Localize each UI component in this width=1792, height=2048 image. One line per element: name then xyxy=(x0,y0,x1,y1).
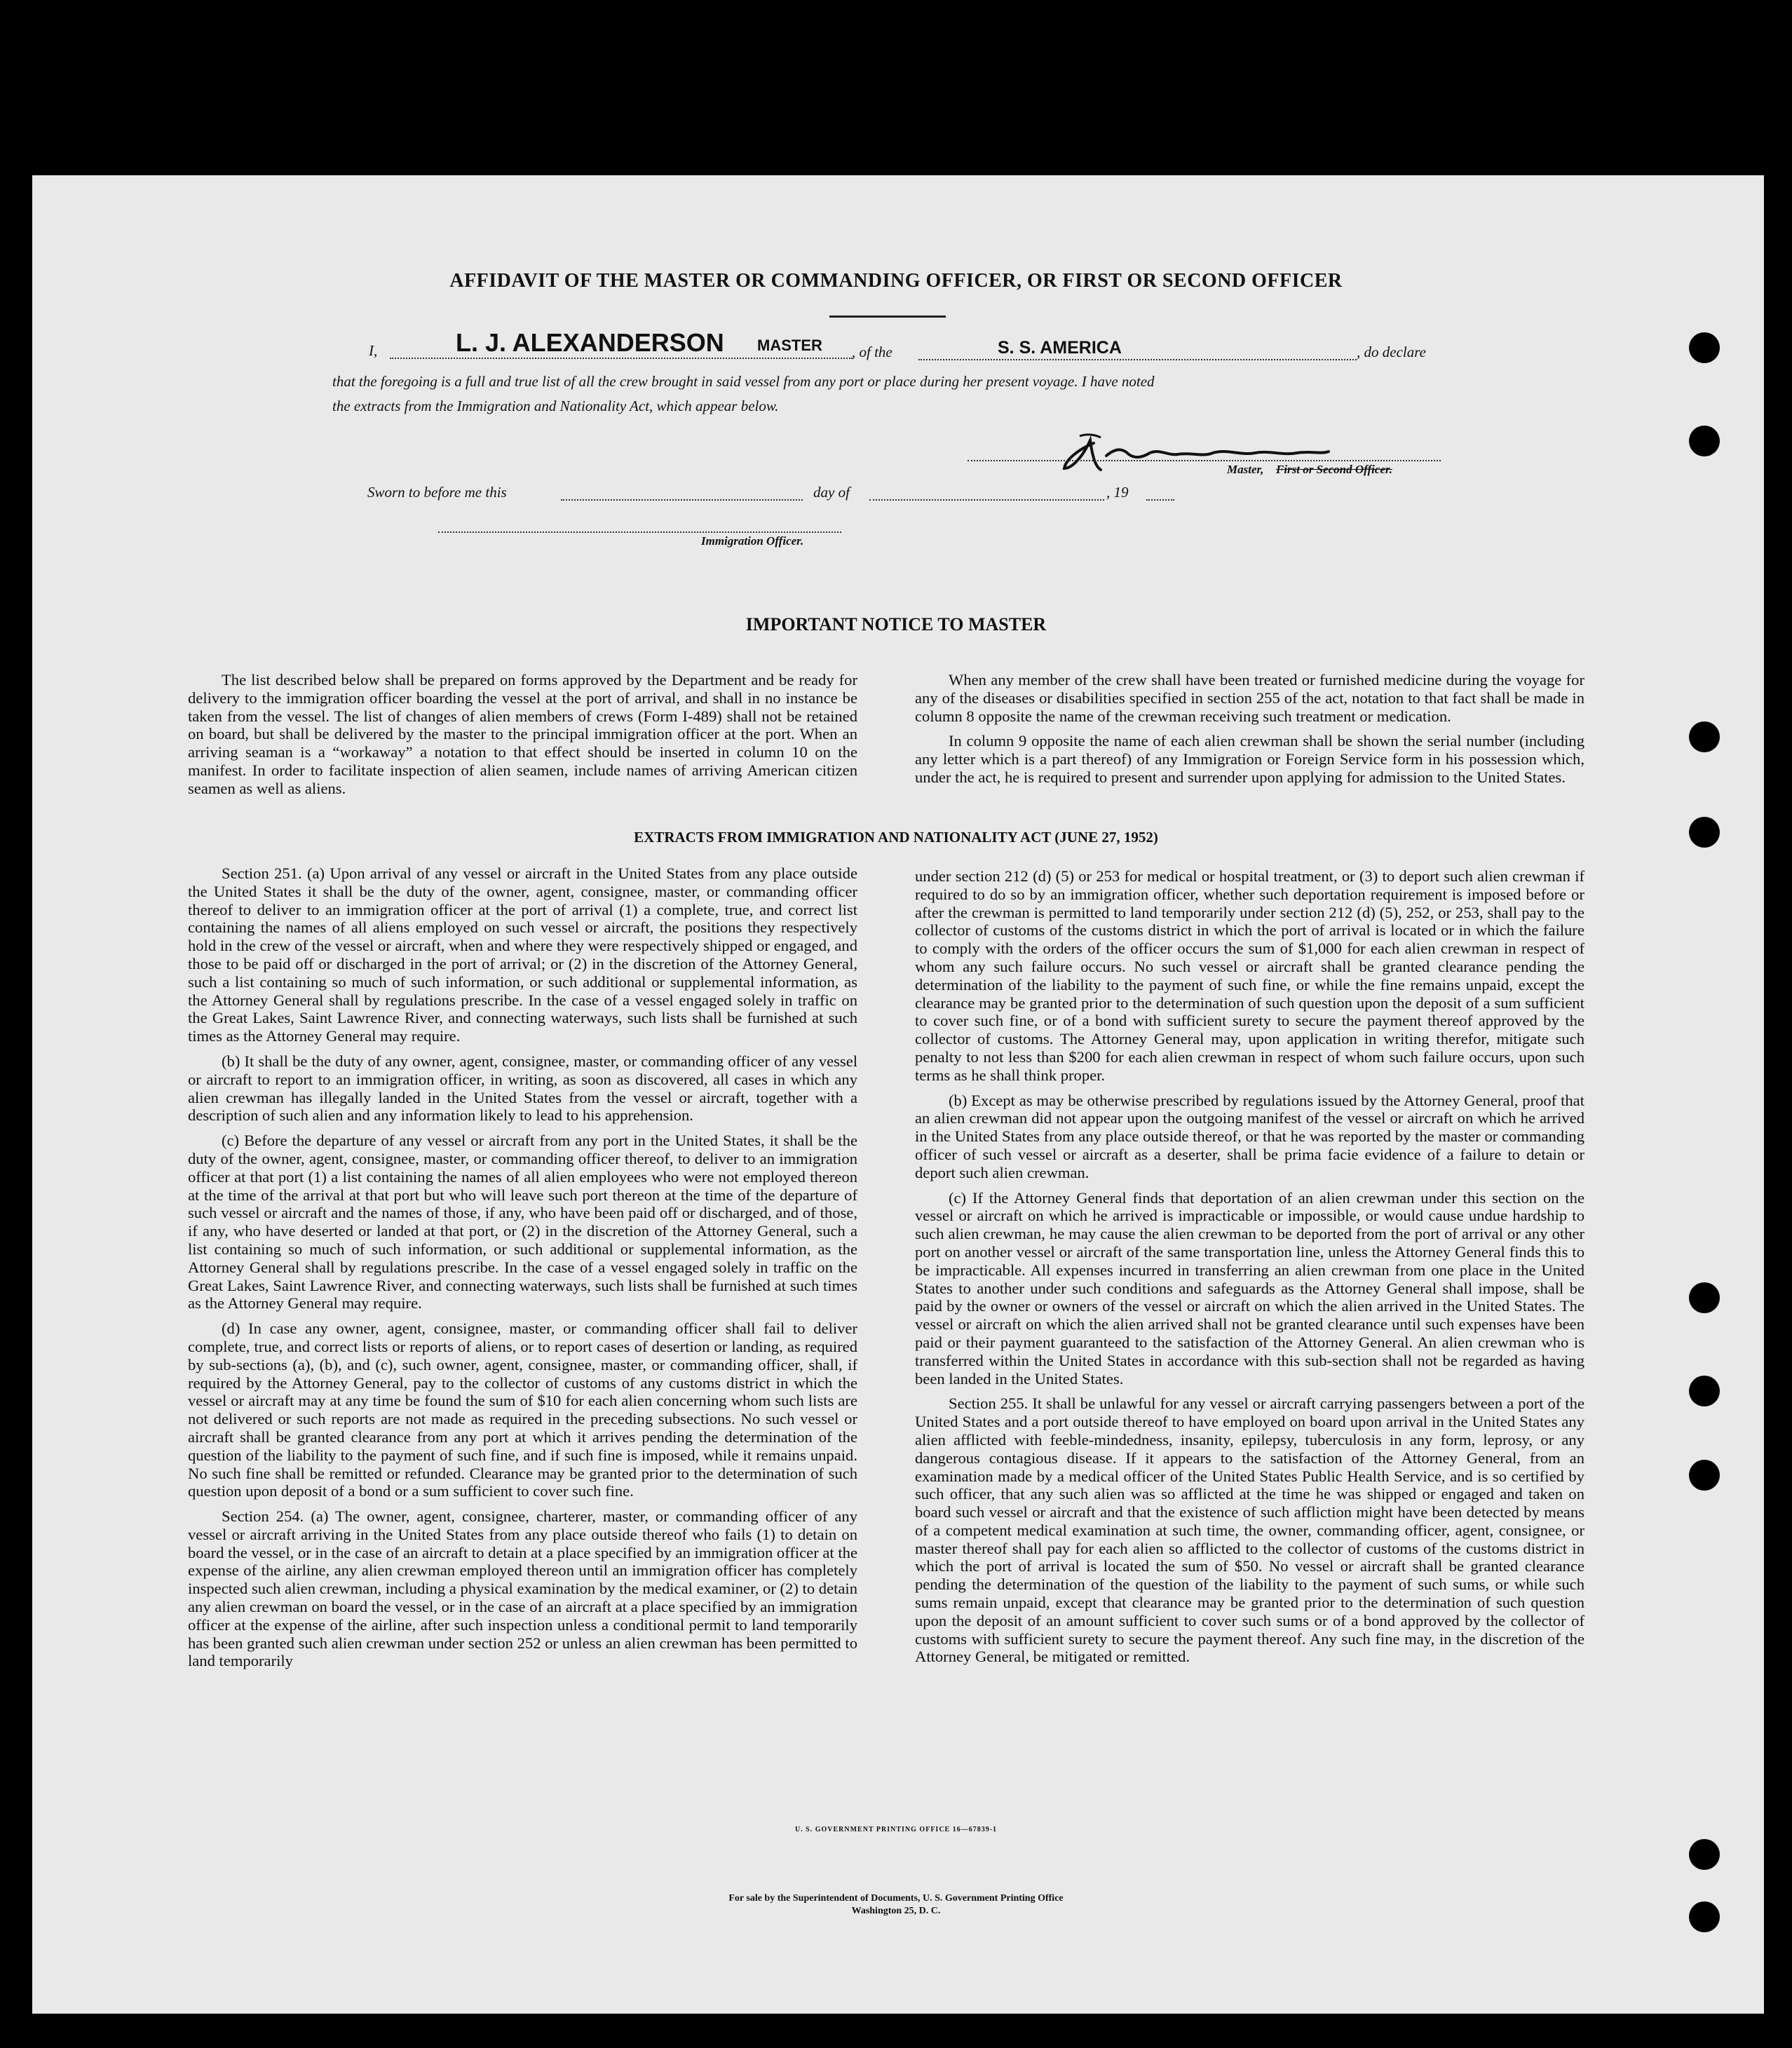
statute-paragraph: Section 251. (a) Upon arrival of any vessel or aircraft in the United States from any place outside the United States it shall be the duty of the owner, agent, consignee, master, or commanding officer thereof to deliver to an immigration officer at the port of arrival (1) a complete, true, and correct list containing the names of all aliens employed on such vessel or aircraft, the positions they respectively hold in the crew of the vessel or aircraft, when and where they were respectively shipped or engaged, and those to be paid off or discharged in the port of arrival; or (2) in the discretion of the Attorney General, such a list containing so much of such information, or such additional or supplemental information, as the Attorney General shall by regulations prescribe. In the case of a vessel engaged solely in traffic on the Great Lakes, Saint Lawrence River, and connecting waterways, such lists shall be furnished at such times as the Attorney General may require. xyxy=(188,864,857,1045)
struck-officer-caption: First or Second Officer. xyxy=(1276,463,1392,476)
vessel-name-field: S. S. AMERICA xyxy=(998,338,1122,358)
master-name-field: L. J. ALEXANDERSON xyxy=(456,328,724,357)
binder-hole xyxy=(1689,721,1720,752)
declaration-line-2: that the foregoing is a full and true list of all the crew brought in said vessel from any port or place during her present voyage. I have noted xyxy=(332,373,1155,390)
extracts-left-column xyxy=(188,864,857,1670)
immigration-officer-caption: Immigration Officer. xyxy=(701,534,804,548)
day-of-label: day of xyxy=(813,484,850,501)
statute-paragraph: Section 255. It shall be unlawful for any vessel or aircraft carrying passengers between a port of the United States and a port outside thereof to have employed on board upon arrival in the United States any alien afflicted with feeble-mindedness, insanity, epilepsy, tuberculosis in any form, leprosy, or any dangerous contagious disease. If it appears to the satisfaction of the Attorney General, from an examination made by a medical officer of the United States Public Health Service, and is so certified by such officer, that any such alien was so afflicted at the time he was shipped or engaged and taken on board such vessel or aircraft and that the existence of such affliction might have been detected by means of a competent medical examination at such time, the owner, commanding officer, agent, consignee, or master thereof shall pay for each alien so afflicted to the collector of customs of the customs district in which the port of arrival is located the sum of $50. No vessel or aircraft shall be granted clearance pending the determination of the question of the liability to the payment of such sums, or while such sums remain unpaid, except that clearance may be granted prior to the determination of such question upon the deposit of an amount sufficient to cover such sums or of a bond approved by the collector of customs with sufficient surety to secure the payment thereof. Any such fine may, in the discretion of the Attorney General, be mitigated or remitted. xyxy=(915,1395,1584,1666)
binder-hole xyxy=(1689,1282,1720,1313)
signature-line xyxy=(968,460,1441,461)
title-rule xyxy=(829,316,946,318)
year-line xyxy=(1146,499,1174,501)
binder-hole xyxy=(1689,1376,1720,1406)
binder-hole xyxy=(1689,332,1720,363)
statute-paragraph: (c) Before the departure of any vessel or aircraft from any port in the United States, it shall be the duty of the owner, agent, consignee, master, or commanding officer thereof, to deliver to an immigration officer at that port (1) a list containing the names of all alien employees who were not employed thereon at the time of the arrival at that port but who will leave such port thereon at the time of the departure of such vessel or aircraft and the names of those, if any, who have been paid off or discharged, and of those, if any, who have deserted or landed at that port, or (2) in the discretion of the Attorney General, such a list containing so much of such information, or such additional or supplemental information, as the Attorney General shall by regulations prescribe. In the case of a vessel engaged solely in traffic on the Great Lakes, Saint Lawrence River, and connecting waterways, such lists shall be furnished at such times as the Attorney General may require. xyxy=(188,1132,857,1313)
binder-hole xyxy=(1689,1839,1720,1870)
notice-paragraph: In column 9 opposite the name of each alien crewman shall be shown the serial number (including any letter which is a part thereof) of any Immigration or Foreign Service form in his possession which, under the act, he is required to present and surrender upon applying for admission to the United States. xyxy=(915,732,1584,786)
do-declare-label: , do declare xyxy=(1357,344,1426,360)
immigration-officer-line xyxy=(438,531,841,533)
sale-line-2: Washington 25, D. C. xyxy=(851,1906,941,1916)
binder-hole xyxy=(1689,426,1720,456)
notice-left-column xyxy=(188,671,857,798)
vessel-field-line xyxy=(918,359,1357,360)
year-label: , 19 xyxy=(1106,484,1129,501)
signature-caption: Master, xyxy=(1227,463,1264,476)
notice-title: IMPORTANT NOTICE TO MASTER xyxy=(745,614,1047,635)
statute-paragraph: (b) It shall be the duty of any owner, agent, consignee, master, or commanding officer of any vessel or aircraft to report to an immigration officer, in writing, as soon as discovered, all cases in which any alien crewman has illegally landed in the United States from the vessel or aircraft, together with a description of such alien and any information likely to lead to his apprehension. xyxy=(188,1052,857,1125)
sale-line-1: For sale by the Superintendent of Documents, U. S. Government Printing Office xyxy=(728,1893,1064,1904)
statute-paragraph: under section 212 (d) (5) or 253 for medical or hospital treatment, or (3) to deport such alien crewman if required to do so by an immigration officer, whether such deportation requirement is imposed before or after the crewman is permitted to land temporarily under section 212 (d) (5), 252, or 253, shall pay to the collector of customs of the customs district in which the port of arrival is located or in which the failure to comply with the orders of the officer occurs the sum of $1,000 for each alien crewman in respect of whom any such failure occurs. No such vessel or aircraft shall be granted clearance pending the determination of the liability to the payment of such fine, or while the fine remains unpaid, except the clearance may be granted prior to the determination of such question upon the deposit of a sum sufficient to cover such fine, or of a bond with sufficient surety to secure the payment thereof approved by the collector of customs. The Attorney General may, upon application in writing therefor, mitigate such penalty to not less than $200 for each alien crewman in respect of whom such failure occurs, upon such terms as he shall think proper. xyxy=(915,867,1584,1084)
rank-field: MASTER xyxy=(757,337,822,354)
notice-paragraph: When any member of the crew shall have been treated or furnished medicine during the voyage for any of the diseases or disabilities specified in section 255 of the act, notation to that fact shall be made in column 8 opposite the name of the crewman receiving such treatment or medication. xyxy=(915,671,1584,725)
notice-paragraph: The list described below shall be prepared on forms approved by the Department and be ready for delivery to the immigration officer boarding the vessel at the port of arrival, and shall in no instance be taken from the vessel. The list of changes of alien members of crews (Form I-489) shall not be retained on board, but shall be delivered by the master to the principal immigration officer at the port. When an arriving seaman is a “workaway” a notation to that effect should be inserted in column 10 on the manifest. In order to facilitate inspection of alien seamen, include names of arriving American citizen seamen as well as aliens. xyxy=(188,671,857,797)
extracts-title: EXTRACTS FROM IMMIGRATION AND NATIONALITY ACT (JUNE 27, 1952) xyxy=(634,829,1158,846)
statute-paragraph: (b) Except as may be otherwise prescribed by regulations issued by the Attorney General, proof that an alien crewman did not appear upon the outgoing manifest of the vessel or aircraft on which he arrived in the United States from any place outside thereof, or that he was reported by the master or commanding officer of such vessel or aircraft as a deserter, shall be prima facie evidence of a failure to detain or deport such alien crewman. xyxy=(915,1091,1584,1181)
of-the-label: , of the xyxy=(852,344,892,360)
notice-right-column xyxy=(915,671,1584,787)
name-field-line xyxy=(390,358,853,359)
statute-paragraph: (d) In case any owner, agent, consignee, master, or commanding officer shall fail to deliver complete, true, and correct lists or reports of aliens, or to report cases of desertion or landing, as required by sub-sections (a), (b), and (c), such owner, agent, consignee, master, or commanding officer, shall, if required by the Attorney General, pay to the collector of customs of any customs district in which the vessel or aircraft may at any time be found the sum of $10 for each alien concerning whom such lists are not delivered or such reports are not made as required in the preceding subsections. No such vessel or aircraft shall be granted clearance from any port at which it arrives pending the determination of the question of the liability to the payment of such fine, and if such fine is imposed, while it remains unpaid. No such fine shall be remitted or refunded. Clearance may be granted prior to the determination of such question upon deposit of a bond or a sum sufficient to cover such fine. xyxy=(188,1320,857,1500)
affidavit-title: AFFIDAVIT OF THE MASTER OR COMMANDING OFFICER, OR FIRST OR SECOND OFFICER xyxy=(449,270,1343,292)
sworn-label: Sworn to before me this xyxy=(367,484,507,501)
sworn-date-line xyxy=(561,499,803,501)
declaration-prefix: I, xyxy=(369,342,378,359)
declaration-line-3: the extracts from the Immigration and Nationality Act, which appear below. xyxy=(332,398,779,414)
month-line xyxy=(869,499,1104,501)
statute-paragraph: (c) If the Attorney General finds that deportation of an alien crewman under this section on the vessel or aircraft on which he arrived is impracticable or impossible, or would cause undue hardship to such alien crewman, he may cause the alien crewman to be deported from the port of arrival or any other port on another vessel or aircraft of the same transportation line, unless the Attorney General finds this to be impracticable. All expenses incurred in transferring an alien crewman from one place in the United States to another under such conditions and safeguards as the Attorney General shall impose, shall be paid by the owner or owners of the vessel or aircraft on which the alien arrived in the United States. The vessel or aircraft on which the alien arrived shall not be granted clearance until such expenses have been paid or their payment guaranteed to the satisfaction of the Attorney General. An alien crewman who is transferred within the United States in accordance with this sub-section shall not be regarded as having been landed in the United States. xyxy=(915,1188,1584,1388)
statute-paragraph: Section 254. (a) The owner, agent, consignee, charterer, master, or commanding officer of any vessel or aircraft arriving in the United States from any place outside thereof who fails (1) to detain on board the vessel, or in the case of an aircraft to detain at a place specified by an immigration officer at the expense of the airline, any alien crewman employed thereon until an immigration officer has completely inspected such alien crewman, including a physical examination by the medical examiner, or (2) to detain any alien crewman on board the vessel, or in the case of an aircraft at a place specified by an immigration officer at the expense of the airline, after such inspection unless a conditional permit to land temporarily has been granted such alien crewman under section 252 or unless an alien crewman has been permitted to land temporarily xyxy=(188,1507,857,1670)
extracts-right-column xyxy=(915,867,1584,1666)
printing-office-line: U. S. GOVERNMENT PRINTING OFFICE 16—67839-1 xyxy=(794,1826,998,1833)
binder-hole xyxy=(1689,1460,1720,1491)
